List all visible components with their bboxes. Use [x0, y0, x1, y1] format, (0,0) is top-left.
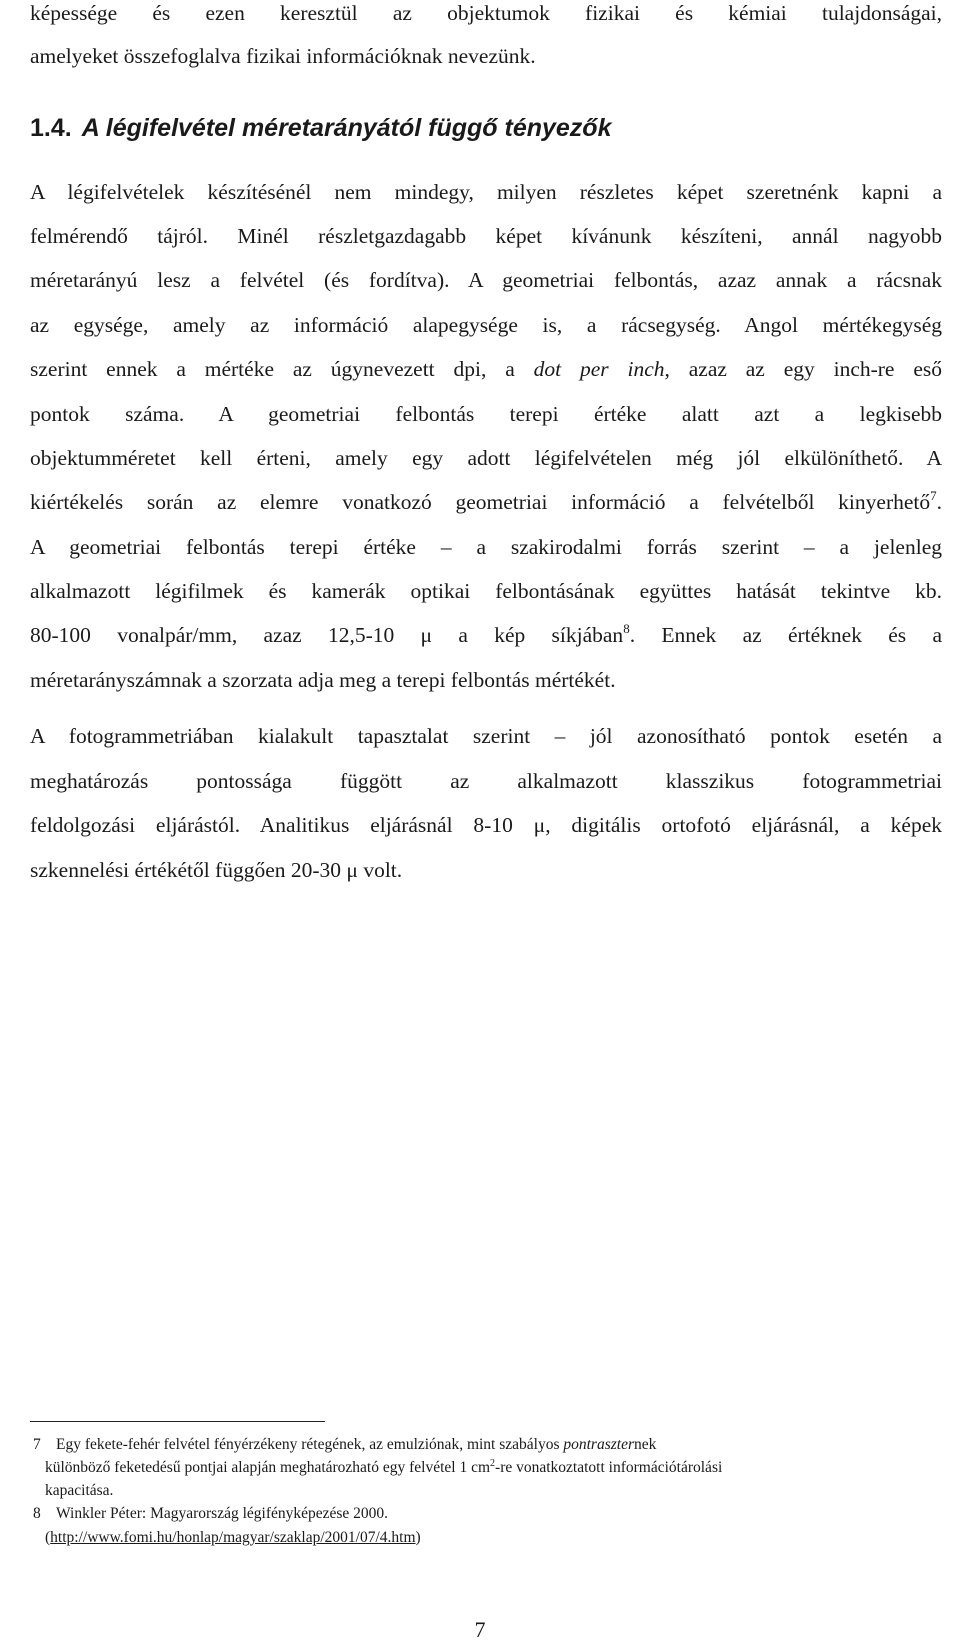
paragraph-line: 80-100 vonalpár/mm, azaz 12,5-10 μ a kép síkjában$^8$. Ennek az értéknek és a: [30, 621, 942, 647]
paragraph-line: A légifelvételek készítésénél nem mindegy, milyen részletes képet szeretnénk kapni a: [30, 180, 942, 204]
footnote-8-line: (http://www.fomi.hu/honlap/magyar/szaklap/2001/07/4.htm): [45, 1529, 421, 1546]
page-number: 7: [474, 1617, 486, 1642]
paragraph-line: meghatározás pontossága függött az alkalmazott klasszikus fotogrammetriai: [30, 769, 942, 793]
paragraph-line: méretarányú lesz a felvétel (és fordítva). A geometriai felbontás, azaz annak a rácsnak: [30, 268, 942, 292]
footnote-divider: [30, 1421, 325, 1422]
paragraph-line: szkennelési értékétől függően 20-30 μ volt.: [30, 858, 403, 882]
footnote-8-link[interactable]: http://www.fomi.hu/honlap/magyar/szaklap/2001/07/4.htm: [50, 1529, 416, 1546]
footnote-ref-8[interactable]: 8: [623, 621, 630, 636]
paragraph-line: szerint ennek a mértéke az úgynevezett dpi, a dot per inch, azaz az egy inch-re eső: [30, 357, 942, 381]
footnote-7-line: különböző feketedésű pontjai alapján meghatározható egy felvétel 1 $cm^2-re$ vonatkoztatott információtárolási: [45, 1458, 723, 1476]
footnote-ref-7[interactable]: 7: [930, 488, 937, 503]
section-number: 1.4.: [30, 114, 72, 142]
footnote-8-line: Winkler Péter: Magyarország légifényképezése 2000.: [56, 1505, 389, 1522]
paragraph-line: pontok száma. A geometriai felbontás terepi értéke alatt azt a legkisebb: [30, 402, 942, 426]
paragraph-line: felmérendő tájról. Minél részletgazdagabb képet kívánunk készíteni, annál nagyobb: [30, 224, 942, 248]
paragraph-line: alkalmazott légifilmek és kamerák optikai felbontásának együttes hatását tekintve kb.: [30, 579, 942, 603]
paragraph-line: A fotogrammetriában kialakult tapasztalat szerint – jól azonosítható pontok esetén a: [30, 724, 942, 748]
paragraph-line: A geometriai felbontás terepi értéke – a szakirodalmi forrás szerint – a jelenleg: [30, 535, 942, 559]
section-title: A légifelvétel méretarányától függő tényezők: [81, 114, 612, 142]
paragraph-line: az egysége, amely az információ alapegysége is, a rácsegység. Angol mértékegység: [30, 313, 942, 337]
italic-term: dot per inch: [533, 357, 665, 381]
paragraph-line: kiértékelés során az elemre vonatkozó geometriai információ a felvételből kinyerhető$^7$.: [30, 488, 942, 514]
footnote-7-number: 7: [33, 1436, 41, 1453]
section-heading: [30, 116, 611, 141]
intro-line-2: amelyeket összefoglalva fizikai információknak nevezünk.: [30, 44, 536, 68]
footnote-7-line: Egy fekete-fehér felvétel fényérzékeny rétegének, az emulziónak, mint szabályos pontraszternek: [56, 1436, 657, 1453]
intro-line-1: képessége és ezen keresztül az objektumok fizikai és kémiai tulajdonságai,: [30, 1, 942, 25]
paragraph-line: objektumméretet kell érteni, amely egy adott légifelvételen még jól elkülöníthető. A: [30, 446, 942, 470]
footnote-7-line: kapacitása.: [45, 1482, 114, 1499]
paragraph-line: feldolgozási eljárástól. Analitikus eljárásnál 8-10 μ, digitális ortofotó eljárásnál, a képek: [30, 813, 942, 837]
footnote-8-number: 8: [33, 1505, 41, 1522]
paragraph-line: méretarányszámnak a szorzata adja meg a terepi felbontás mértékét.: [30, 668, 616, 692]
